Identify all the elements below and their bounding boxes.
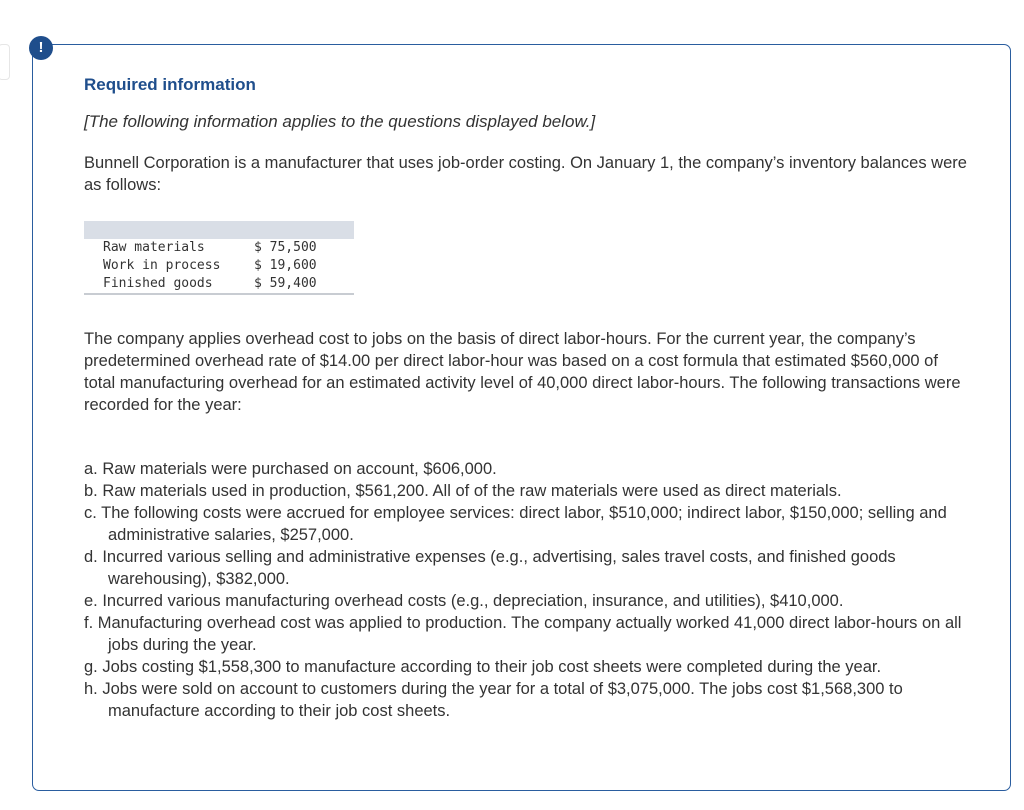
balance-label: Finished goods <box>84 275 254 294</box>
table-row <box>84 239 354 257</box>
overhead-paragraph: The company applies overhead cost to jobs on the basis of direct labor-hours. For the current year, the company’s predetermined overhead rate of $14.00 per direct labor-hour was based on a cost formula that estimated $560,000 of total manufacturing overhead for an estimated activity level of 40,000 direct labor-hours. The following transactions were recorded for the year: <box>84 330 961 414</box>
list-item: e. Incurred various manufacturing overhead costs (e.g., depreciation, insurance, and utilities), $410,000. <box>84 592 844 610</box>
panel-subnote: [The following information applies to the questions displayed below.] <box>84 112 596 131</box>
list-item: d. Incurred various selling and administrative expenses (e.g., advertising, sales travel costs, and finished goods warehousing), $382,000. <box>84 548 896 588</box>
inventory-balances-table <box>84 221 354 295</box>
list-item: f. Manufacturing overhead cost was applied to production. The company actually worked 41,000 direct labor-hours on all jobs during the year. <box>84 614 962 654</box>
balance-amount: $ 19,600 <box>254 257 354 275</box>
balance-amount: $ 75,500 <box>254 239 354 257</box>
panel-content <box>84 75 974 722</box>
list-item: g. Jobs costing $1,558,300 to manufacture according to their job cost sheets were completed during the year. <box>84 658 882 676</box>
list-item: h. Jobs were sold on account to customers during the year for a total of $3,075,000. The jobs cost $1,568,300 to manufacture according to their job cost sheets. <box>84 680 903 720</box>
balance-label: Raw materials <box>84 239 254 257</box>
side-panel-edge <box>0 44 10 80</box>
transactions-list <box>84 458 974 722</box>
alert-icon: ! <box>29 36 53 60</box>
balance-amount: $ 59,400 <box>254 275 354 294</box>
list-item: b. Raw materials used in production, $561,200. All of of the raw materials were used as direct materials. <box>84 482 842 500</box>
intro-paragraph: Bunnell Corporation is a manufacturer that uses job-order costing. On January 1, the company’s inventory balances were as follows: <box>84 154 967 194</box>
required-information-panel <box>32 44 1011 791</box>
table-header-bar <box>84 221 354 239</box>
list-item: c. The following costs were accrued for employee services: direct labor, $510,000; indirect labor, $150,000; selling and administrative salaries, $257,000. <box>84 504 947 544</box>
table-row <box>84 275 354 294</box>
panel-heading: Required information <box>84 75 256 94</box>
table-row <box>84 257 354 275</box>
balance-label: Work in process <box>84 257 254 275</box>
list-item: a. Raw materials were purchased on account, $606,000. <box>84 460 497 478</box>
